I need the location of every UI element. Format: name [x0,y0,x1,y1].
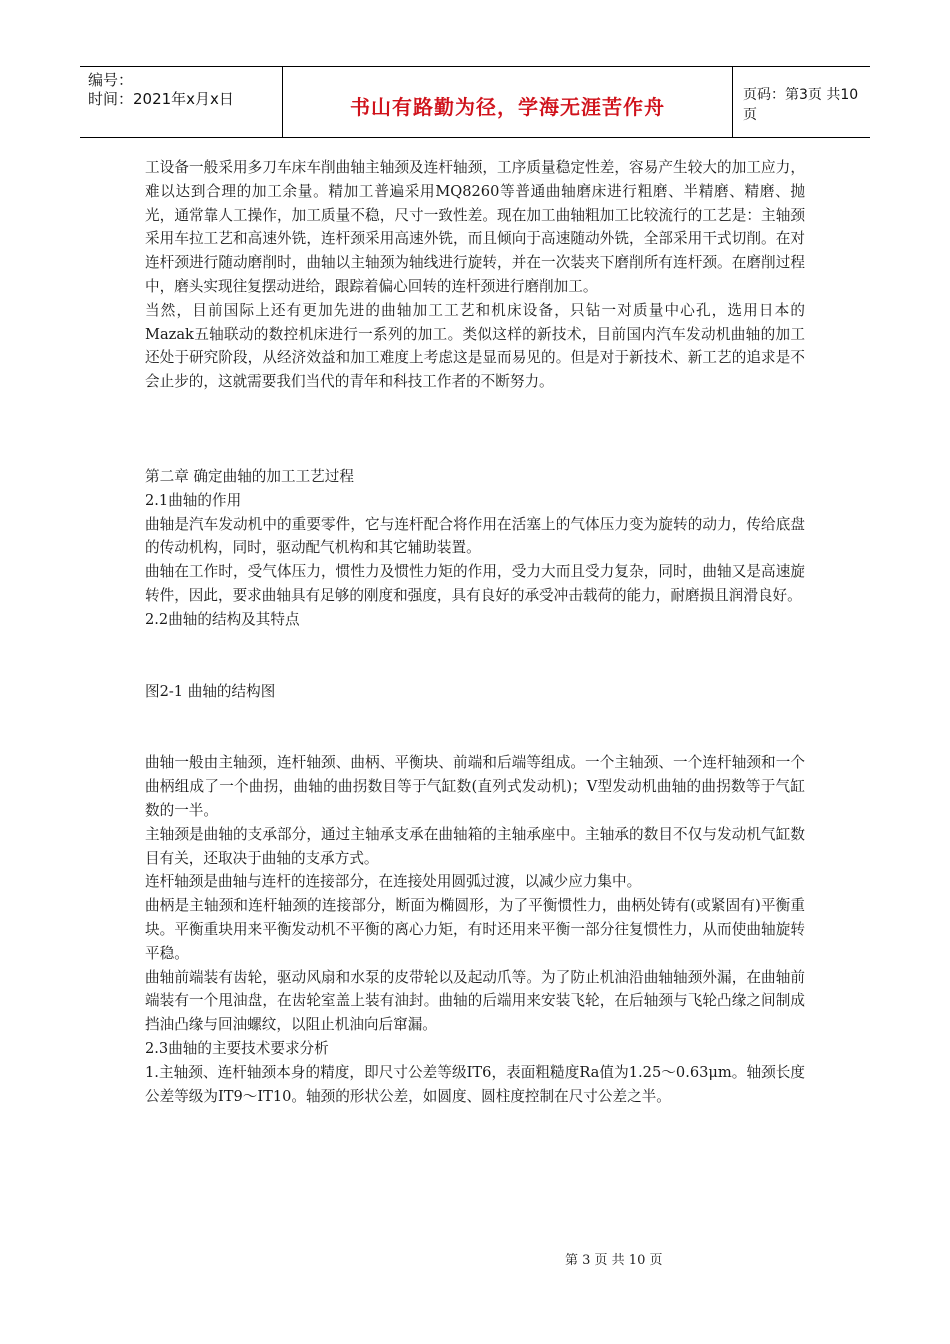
section-heading: 2.2曲轴的结构及其特点 [145,610,300,628]
figure-caption: 图2-1 曲轴的结构图 [145,682,276,700]
paragraph: 曲轴在工作时，受气体压力，惯性力及惯性力矩的作用，受力大而且受力复杂，同时，曲轴又是高速旋转件，因此，要求曲轴具有足够的刚度和强度，具有良好的承受冲击载荷的能力，耐磨损且润滑良好。 [145,563,805,604]
document-body [145,156,805,1108]
paragraph: 1.主轴颈、连杆轴颈本身的精度，即尺寸公差等级IT6，表面粗糙度Ra值为1.25～0.63μm。轴颈长度公差等级为IT9～IT10。轴颈的形状公差，如圆度、圆柱度控制在尺寸公差之半。 [145,1063,805,1105]
paragraph: 曲柄是主轴颈和连杆轴颈的连接部分，断面为椭圆形，为了平衡惯性力，曲柄处铸有(或紧固有)平衡重块。平衡重块用来平衡发动机不平衡的离心力矩，有时还用来平衡一部分往复惯性力，从而使曲轴旋转平稳。 [145,897,805,962]
paragraph: 主轴颈是曲轴的支承部分，通过主轴承支承在曲轴箱的主轴承座中。主轴承的数目不仅与发动机气缸数目有关，还取决于曲轴的支承方式。 [145,825,805,867]
header-page-info: 页码：第3页 共10页 [743,87,859,123]
section-heading: 2.3曲轴的主要技术要求分析 [145,1039,329,1057]
header-meta [80,67,283,137]
paragraph: 工设备一般采用多刀车床车削曲轴主轴颈及连杆轴颈，工序质量稳定性差，容易产生较大的加工应力，难以达到合理的加工余量。精加工普遍采用MQ8260等普通曲轴磨床进行粗磨、半精磨、精磨、抛光，通常靠人工操作，加工质量不稳，尺寸一致性差。现在加工曲轴粗加工比较流行的工艺是：主轴颈采用车拉工艺和高速外铣，连杆颈采用高速外铣，而且倾向于高速随动外铣，全部采用干式切削。在对连杆颈进行随动磨削时，曲轴以主轴颈为轴线进行旋转，并在一次装夹下磨削所有连杆颈。在磨削过程中，磨头实现往复摆动进给，跟踪着偏心回转的连杆颈进行磨削加工。 [145,159,805,295]
header-motto: 书山有路勤为径，学海无涯苦作舟 [350,94,665,119]
chapter-title: 第二章 确定曲轴的加工工艺过程 [145,467,354,485]
paragraph: 曲轴是汽车发动机中的重要零件，它与连杆配合将作用在活塞上的气体压力变为旋转的动力，传给底盘的传动机构，同时，驱动配气机构和其它辅助装置。 [145,515,805,557]
paragraph: 当然，目前国际上还有更加先进的曲轴加工工艺和机床设备，只钻一对质量中心孔，选用日本的Mazak五轴联动的数控机床进行一系列的加工。类似这样的新技术，目前国内汽车发动机曲轴的加工还处于研究阶段，从经济效益和加工难度上考虑这是显而易见的。但是对于新技术、新工艺的追求是不会止步的，这就需要我们当代的青年和科技工作者的不断努力。 [145,301,805,391]
date-label: 时间：2021年x月x日 [88,90,234,108]
paragraph: 曲轴前端装有齿轮，驱动风扇和水泵的皮带轮以及起动爪等。为了防止机油沿曲轴轴颈外漏，在曲轴前端装有一个甩油盘，在齿轮室盖上装有油封。曲轴的后端用来安装飞轮，在后轴颈与飞轮凸缘之间制成挡油凸缘与回油螺纹，以阻止机油向后窜漏。 [145,968,805,1034]
doc-number-label: 编号： [88,71,134,89]
spacer [145,632,805,680]
paragraph: 连杆轴颈是曲轴与连杆的连接部分，在连接处用圆弧过渡，以减少应力集中。 [145,873,642,891]
paragraph: 曲轴一般由主轴颈，连杆轴颈、曲柄、平衡块、前端和后端等组成。一个主轴颈、一个连杆轴颈和一个曲柄组成了一个曲拐，曲轴的曲拐数目等于气缸数(直列式发动机)；V型发动机曲轴的曲拐数等于气缸数的一半。 [145,754,805,819]
spacer [145,703,805,751]
page-header [80,66,870,138]
header-motto-cell [283,67,733,137]
page-footer: 第 3 页 共 10 页 [565,1253,663,1268]
spacer [145,394,805,465]
section-heading: 2.1曲轴的作用 [145,491,242,509]
